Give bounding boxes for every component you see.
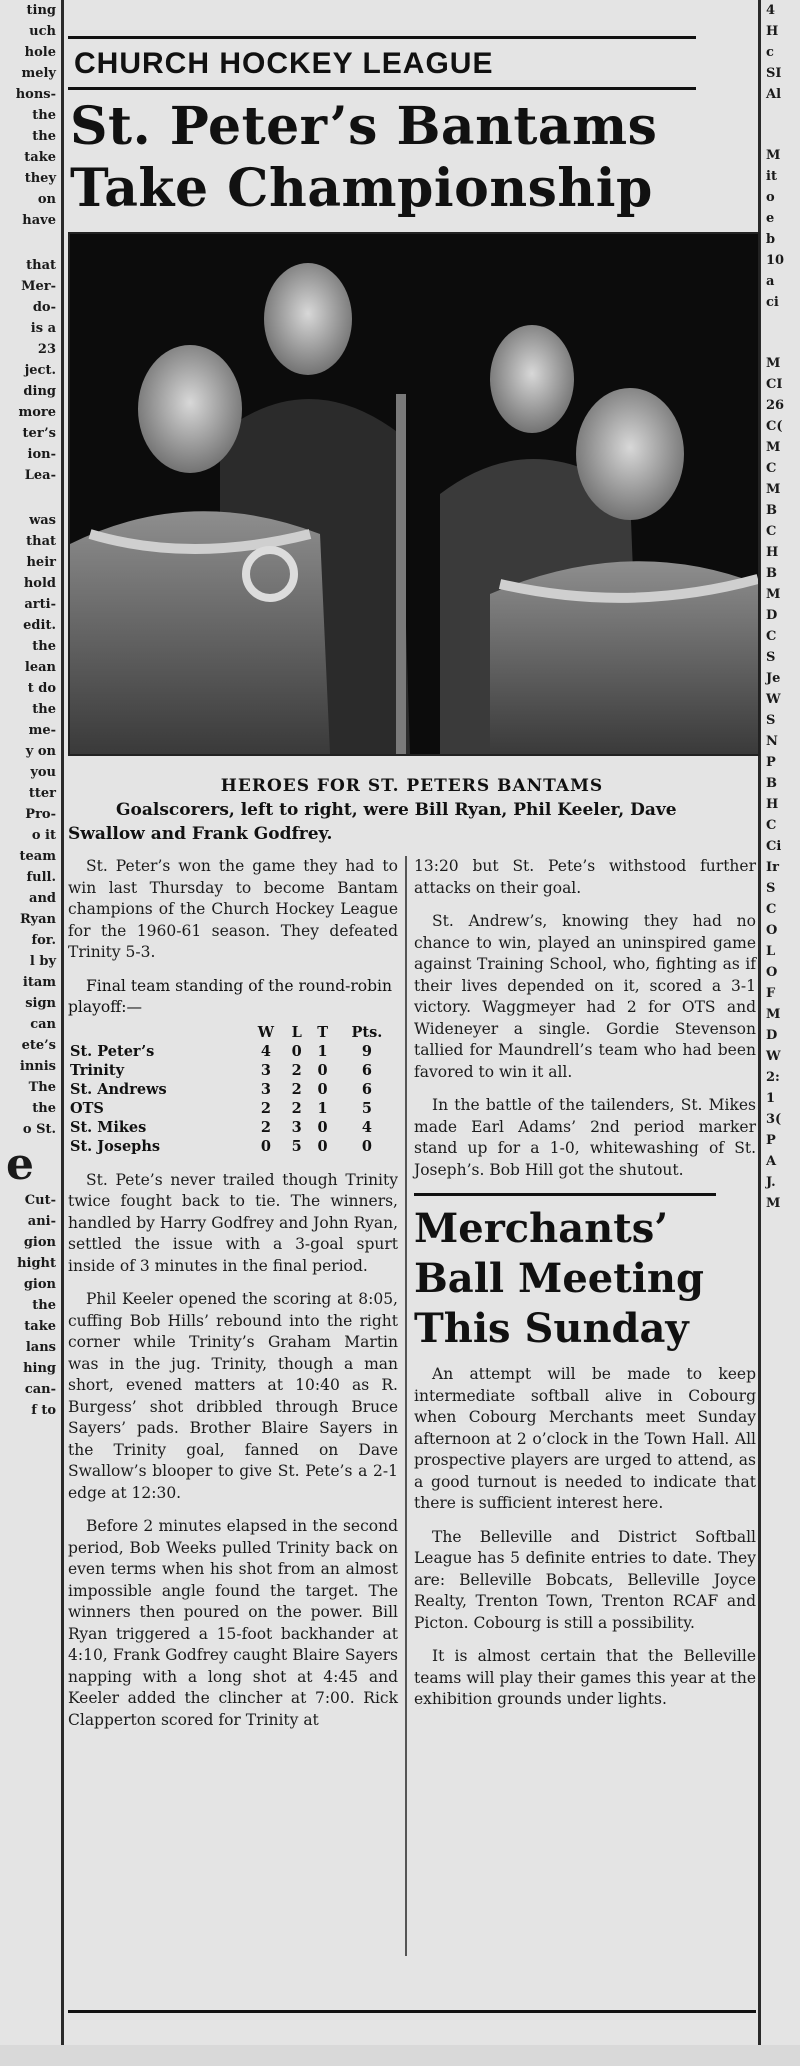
right-fragment: Al bbox=[766, 87, 782, 102]
left-fragment: full. bbox=[26, 870, 56, 885]
right-fragment: H bbox=[766, 24, 779, 39]
left-fragment: and bbox=[29, 891, 56, 906]
paragraph: It is almost certain that the Belleville teams will play their games this year at the exhibition grounds under lights. bbox=[414, 1647, 756, 1708]
right-fragment: D bbox=[766, 1028, 778, 1043]
column-rule-left bbox=[61, 0, 64, 2045]
left-fragment: the bbox=[32, 702, 56, 717]
left-fragment: ete’s bbox=[21, 1038, 56, 1053]
left-fragment: The bbox=[28, 1080, 56, 1095]
right-fragment: O bbox=[766, 923, 778, 938]
right-fragment: D bbox=[766, 608, 778, 623]
team-name: Trinity bbox=[70, 1061, 125, 1079]
right-fragment: 1 bbox=[766, 1091, 776, 1106]
left-fragment: y on bbox=[25, 744, 56, 759]
right-fragment: M bbox=[766, 587, 781, 602]
points: 0 bbox=[361, 1137, 372, 1155]
header-l: L bbox=[291, 1023, 302, 1041]
right-fragment: C bbox=[766, 461, 777, 476]
left-fragment: the bbox=[32, 1298, 56, 1313]
left-fragment: for. bbox=[31, 933, 56, 948]
headline bbox=[68, 90, 756, 226]
headline-line-1: St. Peter’s Bantams bbox=[70, 96, 658, 157]
team-name: St. Andrews bbox=[70, 1080, 167, 1098]
left-fragment: ter’s bbox=[22, 426, 56, 441]
right-fragment: C bbox=[766, 818, 777, 833]
right-gap bbox=[762, 105, 800, 145]
ties: 1 bbox=[317, 1099, 328, 1117]
left-fragment: e bbox=[6, 1139, 34, 1190]
left-fragment: more bbox=[18, 405, 56, 420]
bottom-rule bbox=[68, 2010, 756, 2013]
players-photo-image bbox=[70, 234, 758, 754]
paragraph: St. Pete’s never trailed though Trinity twice fought back to tie. The winners, handled by Harry Godfrey and John Ryan, settled the issue with a 3-goal spurt inside of 3 minutes in the final period. bbox=[68, 1170, 398, 1275]
right-fragment: N bbox=[766, 734, 778, 749]
header-w: W bbox=[257, 1023, 275, 1041]
table-row bbox=[68, 1137, 398, 1156]
right-fragment: W bbox=[766, 1049, 781, 1064]
sub-headline bbox=[414, 1204, 756, 1354]
left-neighbor-column bbox=[0, 0, 60, 2045]
left-fragment: can- bbox=[24, 1382, 56, 1397]
right-fragment: 26 bbox=[766, 398, 785, 413]
photo-caption: Goalscorers, left to right, were Bill Ryan, Phil Keeler, Dave Swallow and Frank Godfrey. bbox=[68, 800, 677, 844]
right-gap bbox=[762, 313, 800, 353]
left-fragment: ani- bbox=[27, 1214, 56, 1229]
right-fragment: it bbox=[766, 169, 777, 184]
right-fragment: M bbox=[766, 148, 781, 163]
right-fragment: B bbox=[766, 503, 777, 518]
article bbox=[68, 36, 756, 2066]
right-fragment: L bbox=[766, 944, 776, 959]
left-gap bbox=[0, 231, 60, 255]
left-fragment: you bbox=[30, 765, 56, 780]
left-fragment: arti- bbox=[24, 597, 56, 612]
left-gap bbox=[0, 486, 60, 510]
left-fragment: uch bbox=[29, 24, 56, 39]
right-fragment: 10 bbox=[766, 253, 785, 268]
paragraph: Phil Keeler opened the scoring at 8:05, cuffing Bob Hills’ rebound into the right corner while Trinity’s Graham Martin was in the jug. Trinity, though a man short, evened matters at 10:40 as R. Burgess’ shot dribbled through Bruce Sayers’ pads. Brother Blaire Sayers in the Trinity goal, fanned on Dave Swallow’s blooper to give St. Pete’s a 2-1 edge at 12:30. bbox=[68, 1290, 398, 1502]
left-fragment: have bbox=[22, 213, 56, 228]
team-name: St. Josephs bbox=[70, 1137, 161, 1155]
left-fragment: hing bbox=[23, 1361, 56, 1376]
left-fragment: me- bbox=[28, 723, 56, 738]
headline-line-2: Take Championship bbox=[70, 158, 653, 219]
right-fragment: SI bbox=[766, 66, 782, 81]
left-fragment: hold bbox=[23, 576, 56, 591]
right-neighbor-column bbox=[762, 0, 800, 2045]
right-fragment: b bbox=[766, 232, 776, 247]
losses: 2 bbox=[291, 1061, 302, 1079]
right-fragment: H bbox=[766, 797, 779, 812]
right-fragment: M bbox=[766, 440, 781, 455]
ties: 0 bbox=[317, 1061, 328, 1079]
wins: 3 bbox=[260, 1080, 271, 1098]
points: 4 bbox=[361, 1118, 372, 1136]
table-row bbox=[68, 1099, 398, 1118]
points: 6 bbox=[361, 1061, 372, 1079]
wins: 2 bbox=[260, 1118, 271, 1136]
right-fragment: B bbox=[766, 776, 777, 791]
right-fragment: Ci bbox=[766, 839, 782, 854]
header-team bbox=[68, 1023, 248, 1042]
left-fragment: is a bbox=[30, 321, 56, 336]
standing-title: Final team standing of the round-robin playoff:— bbox=[68, 976, 392, 1016]
left-fragment: take bbox=[24, 1319, 56, 1334]
right-fragment: C bbox=[766, 524, 777, 539]
left-fragment: the bbox=[32, 108, 56, 123]
left-fragment: lans bbox=[25, 1340, 56, 1355]
left-fragment: heir bbox=[26, 555, 56, 570]
header-pts: Pts. bbox=[351, 1023, 383, 1041]
left-fragment: the bbox=[32, 1101, 56, 1116]
table-row bbox=[68, 1042, 398, 1061]
left-fragment: sign bbox=[25, 996, 56, 1011]
right-fragment: a bbox=[766, 274, 775, 289]
ties: 1 bbox=[317, 1042, 328, 1060]
left-fragment: hons- bbox=[15, 87, 56, 102]
left-fragment: lean bbox=[24, 660, 56, 675]
right-fragment: M bbox=[766, 1007, 781, 1022]
table-row bbox=[68, 1080, 398, 1099]
points: 9 bbox=[361, 1042, 372, 1060]
losses: 0 bbox=[291, 1042, 302, 1060]
right-fragment: o bbox=[766, 190, 775, 205]
table-row bbox=[68, 1118, 398, 1137]
points: 6 bbox=[361, 1080, 372, 1098]
right-fragment: CI bbox=[766, 377, 783, 392]
left-fragment: ject. bbox=[24, 363, 56, 378]
table-row bbox=[68, 1061, 398, 1080]
paragraph: The Belleville and District Softball League has 5 definite entries to date. They are: Belleville Bobcats, Belleville Joyce Realty, Trenton Town, Trenton RCAF and Picton. Cobourg is still a possibility. bbox=[414, 1527, 756, 1632]
left-fragment: tter bbox=[28, 786, 56, 801]
right-fragment: 2: bbox=[766, 1070, 780, 1085]
right-fragment: M bbox=[766, 1196, 781, 1211]
paragraph: Before 2 minutes elapsed in the second period, Bob Weeks pulled Trinity back on even terms when his shot from an almost impossible angle found the target. The winners then poured on the power. Bill Ryan triggered a 15-foot backhander at 4:10, Frank Godfrey caught Blaire Sayers napping with a long shot at 4:45 and Keeler added the clincher at 7:00. Rick Clapperton scored for Trinity at bbox=[68, 1517, 398, 1729]
left-fragment: l by bbox=[29, 954, 56, 969]
left-fragment: o St. bbox=[22, 1122, 56, 1137]
right-fragment: C bbox=[766, 629, 777, 644]
right-fragment: B bbox=[766, 566, 777, 581]
paragraph: An attempt will be made to keep intermediate softball alive in Cobourg when Cobourg Merchants meet Sunday afternoon at 2 o’clock in the Town Hall. All prospective players are urged to attend, as a good turnout is needed to indicate that there is sufficient interest here. bbox=[414, 1365, 756, 1512]
ties: 0 bbox=[317, 1118, 328, 1136]
right-fragment: H bbox=[766, 545, 779, 560]
team-name: St. Peter’s bbox=[70, 1042, 155, 1060]
right-fragment: 4 bbox=[766, 3, 776, 18]
left-fragment: hight bbox=[17, 1256, 56, 1271]
left-fragment: they bbox=[24, 171, 56, 186]
left-fragment: team bbox=[19, 849, 56, 864]
right-fragment: O bbox=[766, 965, 778, 980]
left-fragment: Lea- bbox=[24, 468, 56, 483]
left-fragment: itam bbox=[22, 975, 56, 990]
right-fragment: J. bbox=[766, 1175, 776, 1190]
section-divider bbox=[414, 1193, 716, 1196]
right-fragment: Ir bbox=[766, 860, 779, 875]
right-fragment: M bbox=[766, 356, 781, 371]
left-fragment: ding bbox=[23, 384, 56, 399]
wins: 0 bbox=[260, 1137, 271, 1155]
header-t: T bbox=[317, 1023, 328, 1041]
left-fragment: edit. bbox=[23, 618, 56, 633]
losses: 3 bbox=[291, 1118, 302, 1136]
sub-headline-line-3: This Sunday bbox=[414, 1305, 689, 1352]
right-fragment: F bbox=[766, 986, 776, 1001]
sub-headline-line-2: Ball Meeting bbox=[414, 1255, 704, 1302]
team-name: OTS bbox=[70, 1099, 104, 1117]
left-fragment: gion bbox=[23, 1235, 56, 1250]
photo-caption-heading: HEROES FOR ST. PETERS BANTAMS bbox=[220, 776, 604, 796]
right-fragment: S bbox=[766, 881, 776, 896]
paragraph: St. Peter’s won the game they had to win last Thursday to become Bantam champions of the Church Hockey League for the 1960-61 season. They defeated Trinity 5-3. bbox=[68, 857, 398, 961]
losses: 2 bbox=[291, 1099, 302, 1117]
left-fragment: innis bbox=[19, 1059, 56, 1074]
points: 5 bbox=[361, 1099, 372, 1117]
left-fragment: gion bbox=[23, 1277, 56, 1292]
kicker-heading: CHURCH HOCKEY LEAGUE bbox=[68, 36, 696, 90]
right-fragment: c bbox=[766, 45, 774, 60]
left-fragment: can bbox=[30, 1017, 56, 1032]
column-divider bbox=[405, 856, 407, 1956]
losses: 2 bbox=[291, 1080, 302, 1098]
right-fragment: P bbox=[766, 1133, 776, 1148]
right-fragment: 3( bbox=[766, 1112, 782, 1127]
standings-table bbox=[68, 1023, 398, 1156]
right-fragment: M bbox=[766, 482, 781, 497]
left-fragment: the bbox=[32, 129, 56, 144]
ties: 0 bbox=[317, 1137, 328, 1155]
left-fragment: ion- bbox=[27, 447, 56, 462]
left-fragment: Cut- bbox=[24, 1193, 56, 1208]
article-columns bbox=[68, 856, 756, 2066]
left-fragment: t do bbox=[27, 681, 56, 696]
right-fragment: C bbox=[766, 902, 777, 917]
team-photo bbox=[68, 232, 760, 756]
paragraph: St. Andrew’s, knowing they had no chance to win, played an uninspired game against Training School, who, fighting as if their lives depended on it, scored a 3-1 victory. Waggmeyer had 2 for OTS and Wideneyer a single. Gordie Stevenson tallied for Maundrell’s team who had been favored to win it all. bbox=[414, 912, 756, 1081]
left-fragment: Pro- bbox=[25, 807, 56, 822]
right-fragment: C( bbox=[766, 419, 783, 434]
wins: 4 bbox=[260, 1042, 271, 1060]
right-fragment: ci bbox=[766, 295, 779, 310]
right-fragment: Je bbox=[766, 671, 781, 686]
right-fragment: S bbox=[766, 713, 776, 728]
team-name: St. Mikes bbox=[70, 1118, 147, 1136]
right-fragment: W bbox=[766, 692, 781, 707]
paragraph: 13:20 but St. Pete’s withstood further attacks on their goal. bbox=[414, 857, 756, 897]
right-fragment: A bbox=[766, 1154, 777, 1169]
left-fragment: hole bbox=[24, 45, 56, 60]
right-fragment: S bbox=[766, 650, 776, 665]
column-a bbox=[68, 856, 398, 1743]
standings-header-row bbox=[68, 1023, 398, 1042]
left-fragment: do- bbox=[32, 300, 56, 315]
right-fragment: e bbox=[766, 211, 775, 226]
ties: 0 bbox=[317, 1080, 328, 1098]
losses: 5 bbox=[291, 1137, 302, 1155]
left-fragment: the bbox=[32, 639, 56, 654]
left-fragment: 23 bbox=[37, 342, 56, 357]
left-fragment: mely bbox=[21, 66, 56, 81]
wins: 2 bbox=[260, 1099, 271, 1117]
left-fragment: Ryan bbox=[19, 912, 56, 927]
paragraph: In the battle of the tailenders, St. Mikes made Earl Adams’ 2nd period marker stand up for a 1-0, whitewashing of St. Joseph’s. Bob Hill got the shutout. bbox=[414, 1096, 756, 1179]
left-fragment: o it bbox=[31, 828, 56, 843]
left-fragment: on bbox=[37, 192, 56, 207]
left-fragment: take bbox=[24, 150, 56, 165]
left-fragment: that bbox=[26, 258, 56, 273]
sub-headline-line-1: Merchants’ bbox=[414, 1205, 669, 1252]
left-fragment: that bbox=[26, 534, 56, 549]
right-fragment: P bbox=[766, 755, 776, 770]
left-fragment: ting bbox=[26, 3, 56, 18]
left-fragment: Mer- bbox=[21, 279, 56, 294]
wins: 3 bbox=[260, 1061, 271, 1079]
left-fragment: was bbox=[29, 513, 56, 528]
column-b bbox=[414, 856, 756, 1723]
left-fragment: f to bbox=[31, 1403, 56, 1418]
